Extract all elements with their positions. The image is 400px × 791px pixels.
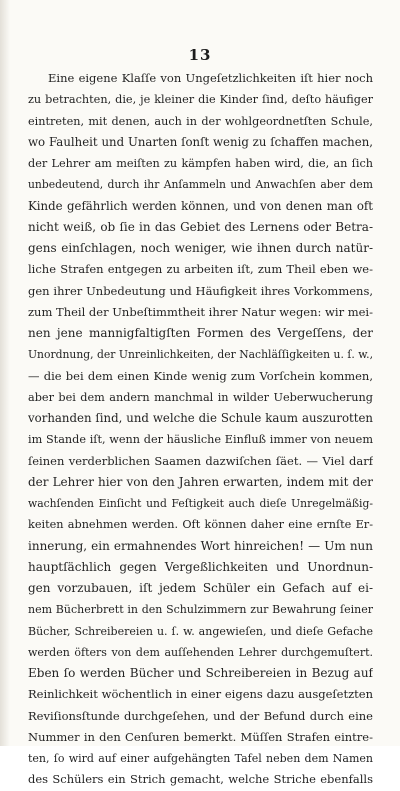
text-line: hauptſächlich gegen Vergeßlichkeiten und Unordnun- <box>28 559 373 574</box>
text-line: nicht weiß, ob ſie in das Gebiet des Lernens oder Betra- <box>28 219 373 234</box>
text-line: des Schülers ein Strich gemacht, welche Striche ebenfalls <box>28 772 373 787</box>
text-line: Bücher, Schreibereien u. ſ. w. angewieſen, und dieſe Gefache <box>28 624 373 638</box>
text-line: Nummer in den Cenſuren bemerkt. Müſſen Strafen eintre- <box>28 729 373 744</box>
text-line: Reviſionsſtunde durchgeſehen, und der Befund durch eine <box>28 708 373 723</box>
text-line: gen ihrer Unbedeutung und Häufigkeit ihres Vorkommens, <box>28 283 373 298</box>
text-line: nen jene mannigfaltigſten Formen des Vergeſſens, der <box>28 326 373 340</box>
text-line: aber bei dem andern manchmal in wilder Ueberwucherung <box>28 390 373 404</box>
text-line: vorhanden ſind, und welche die Schule kaum auszurotten <box>28 411 373 425</box>
text-line: werden öfters von dem auſſehenden Lehrer durchgemuſtert. <box>28 645 373 659</box>
page-number: 13 <box>188 46 212 64</box>
text-line: liche Strafen entgegen zu arbeiten iſt, zum Theil eben we- <box>28 262 373 277</box>
text-line: gens einſchlagen, noch weniger, wie ihnen durch natür- <box>28 241 373 255</box>
page-gutter-shadow <box>0 0 10 746</box>
text-line: der Lehrer am meiſten zu kämpfen haben wird, die, an ſich <box>28 157 373 170</box>
text-line: zum Theil der Unbeſtimmtheit ihrer Natur wegen: wir mei- <box>28 304 373 319</box>
text-line: wachſenden Einſicht und Feſtigkeit auch dieſe Unregelmäßig- <box>28 497 373 510</box>
text-line: Unordnung, der Unreinlichkeiten, der Nachläſſigkeiten u. ſ. w., <box>28 348 373 362</box>
text-line: der Lehrer hier von den Jahren erwarten, indem mit der <box>28 474 373 489</box>
text-line: — die bei dem einen Kinde wenig zum Vorſchein kommen, <box>28 368 373 383</box>
text-line: Kinde gefährlich werden können, und von denen man oft <box>28 198 373 213</box>
text-line: Eine eigene Klaſſe von Ungeſetzlichkeiten iſt hier noch <box>48 71 373 85</box>
text-line: nem Bücherbrett in den Schulzimmern zur Bewahrung ſeiner <box>28 603 373 617</box>
text-line: ten, ſo wird auf einer aufgehängten Tafel neben dem Namen <box>28 752 373 765</box>
text-line: unbedeutend, durch ihr Anſammeln und Anwachſen aber dem <box>28 178 373 192</box>
text-line: innerung, ein ermahnendes Wort hinreichen! — Um nun <box>28 538 373 553</box>
text-line: eintreten, mit denen, auch in der wohlgeordnetſten Schule, <box>28 114 373 128</box>
text-line: gen vorzubauen, iſt jedem Schüler ein Gefach auf ei- <box>28 581 373 595</box>
text-line: im Stande iſt, wenn der häusliche Einfluß immer von neuem <box>28 433 373 447</box>
text-line: wo Faulheit und Unarten ſonſt wenig zu ſchaffen machen, <box>28 134 373 149</box>
text-line: Eben ſo werden Bücher und Schreibereien in Bezug auf <box>28 666 373 680</box>
text-line: zu betrachten, die, je kleiner die Kinder ſind, deſto häufiger <box>28 93 373 107</box>
text-line: ſeinen verderblichen Saamen dazwiſchen ſäet. — Viel darf <box>28 453 373 468</box>
text-line: keiten abnehmen werden. Oft können daher eine ernſte Er- <box>28 518 373 532</box>
body-text <box>28 68 373 791</box>
text-line: Reinlichkeit wöchentlich in einer eigens dazu ausgeſetzten <box>28 687 373 702</box>
